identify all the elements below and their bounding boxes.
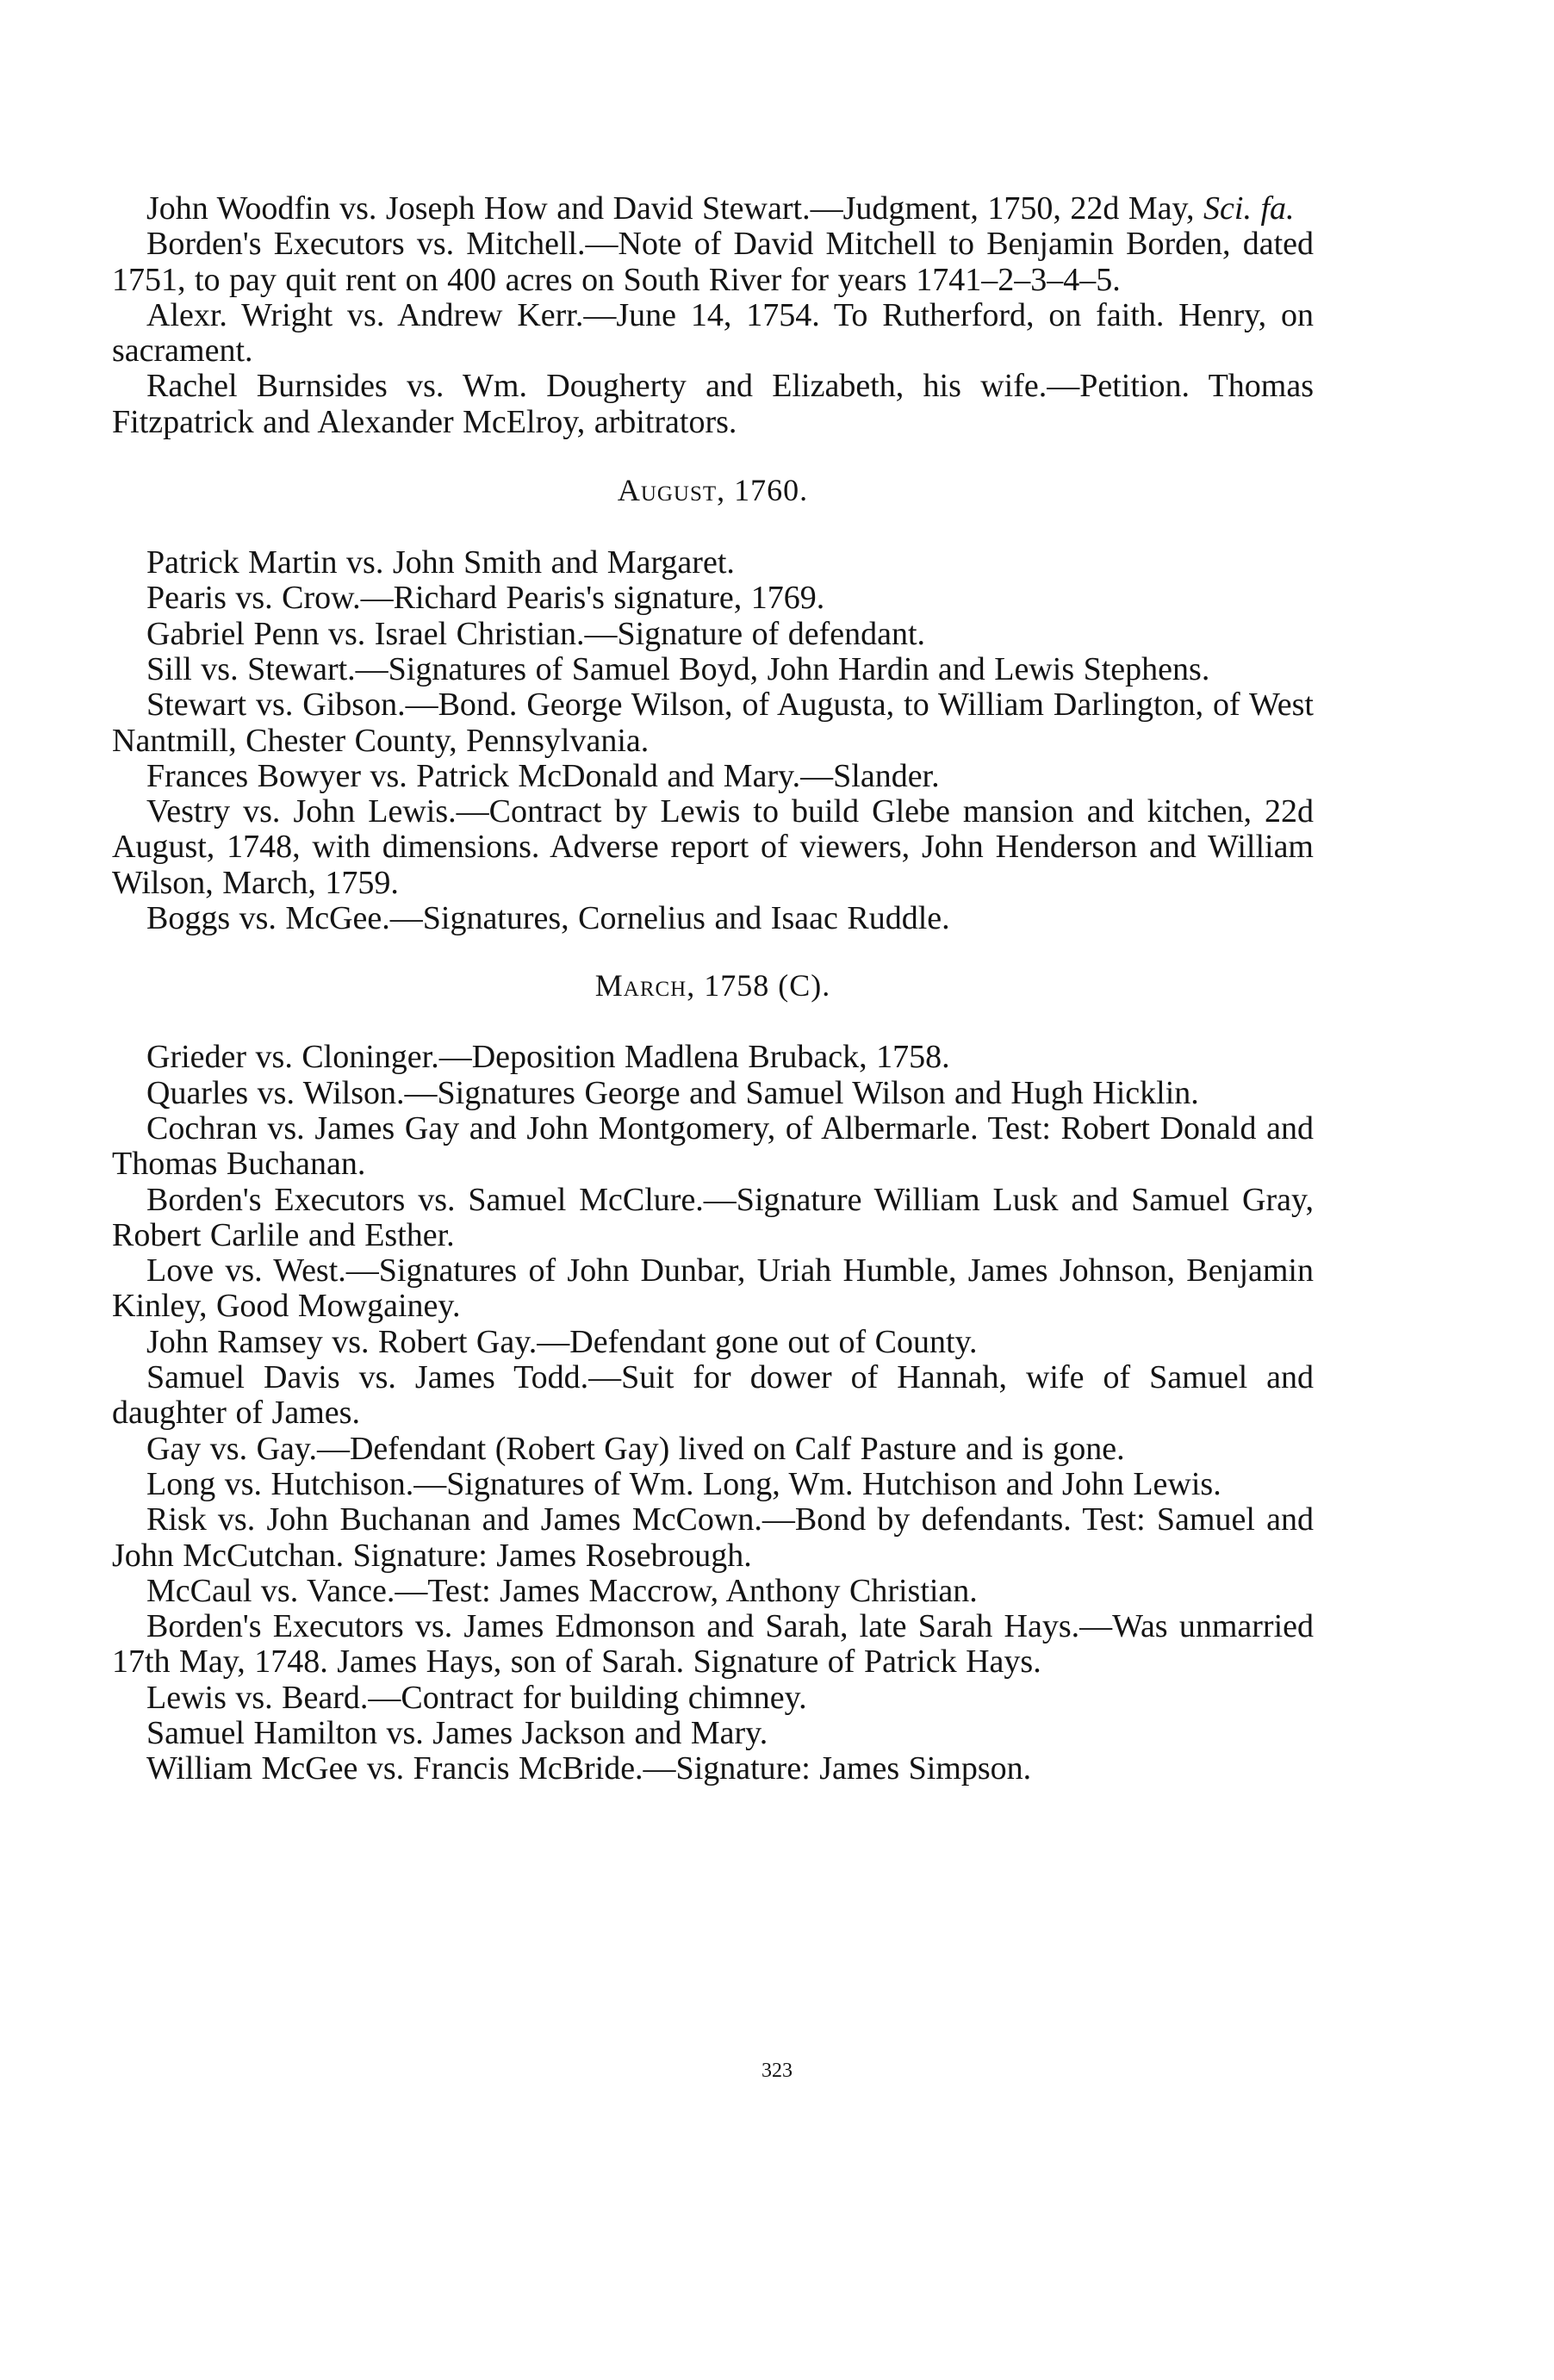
entry: Cochran vs. James Gay and John Montgomery, of Albermarle. Test: Robert Donald and Thomas Buchanan. xyxy=(112,1109,1314,1183)
section-heading: March, 1758 (C). xyxy=(594,968,831,1004)
entry: Vestry vs. John Lewis.—Contract by Lewis to build Glebe mansion and kitchen, 22d August, 1748, with dimensions. Adverse report of viewers, John Henderson and William Wilson, March, 1759. xyxy=(112,793,1314,901)
entry-italic: Sci. fa. xyxy=(1203,190,1295,227)
entry: Gay vs. Gay.—Defendant (Robert Gay) lived on Calf Pasture and is gone. xyxy=(146,1430,1125,1467)
entry: Pearis vs. Crow.—Richard Pearis's signature, 1769. xyxy=(146,580,825,617)
entry: Long vs. Hutchison.—Signatures of Wm. Long, Wm. Hutchison and John Lewis. xyxy=(146,1465,1221,1502)
entry: McCaul vs. Vance.—Test: James Maccrow, Anthony Christian. xyxy=(146,1572,978,1609)
section-march-1758 xyxy=(112,968,1314,1787)
section-continued xyxy=(112,191,1314,440)
section-august-1760 xyxy=(112,473,1314,936)
entry: Gabriel Penn vs. Israel Christian.—Signature of defendant. xyxy=(146,615,926,652)
entry: Quarles vs. Wilson.—Signatures George and Samuel Wilson and Hugh Hicklin. xyxy=(146,1074,1199,1111)
entry: Rachel Burnsides vs. Wm. Dougherty and Elizabeth, his wife.—Petition. Thomas Fitzpatrick and Alexander McElroy, arbitrators. xyxy=(112,368,1314,440)
entry: Risk vs. John Buchanan and James McCown.—Bond by defendants. Test: Samuel and John McCutchan. Signature: James Rosebrough. xyxy=(112,1501,1314,1574)
entry: Love vs. West.—Signatures of John Dunbar, Uriah Humble, James Johnson, Benjamin Kinley, Good Mowgainey. xyxy=(112,1252,1314,1325)
entry: Boggs vs. McGee.—Signatures, Cornelius and Isaac Ruddle. xyxy=(146,900,950,937)
page-body xyxy=(112,191,1314,1787)
entry: Grieder vs. Cloninger.—Deposition Madlena Bruback, 1758. xyxy=(146,1039,950,1076)
entry: Samuel Davis vs. James Todd.—Suit for dower of Hannah, wife of Samuel and daughter of James. xyxy=(112,1359,1314,1432)
entry: Samuel Hamilton vs. James Jackson and Mary. xyxy=(146,1714,768,1751)
entry: Sill vs. Stewart.—Signatures of Samuel Boyd, John Hardin and Lewis Stephens. xyxy=(146,650,1210,687)
entry: Stewart vs. Gibson.—Bond. George Wilson, of Augusta, to William Darlington, of West Nantmill, Chester County, Pennsylvania. xyxy=(112,687,1314,759)
entry: William McGee vs. Francis McBride.—Signature: James Simpson. xyxy=(146,1750,1032,1787)
entry: Alexr. Wright vs. Andrew Kerr.—June 14, 1754. To Rutherford, on faith. Henry, on sacrament. xyxy=(112,296,1314,370)
entry: Frances Bowyer vs. Patrick McDonald and Mary.—Slander. xyxy=(146,757,940,794)
page-number: 323 xyxy=(761,2060,793,2082)
entry: Lewis vs. Beard.—Contract for building chimney. xyxy=(146,1679,807,1716)
entry: John Ramsey vs. Robert Gay.—Defendant gone out of County. xyxy=(146,1323,978,1360)
entry: Borden's Executors vs. James Edmonson and Sarah, late Sarah Hays.—Was unmarried 17th May, 1748. James Hays, son of Sarah. Signature of Patrick Hays. xyxy=(112,1608,1314,1681)
entry: John Woodfin vs. Joseph How and David Stewart.—Judgment, 1750, 22d May, Sci. fa. xyxy=(146,190,1295,227)
entry: Borden's Executors vs. Samuel McClure.—Signature William Lusk and Samuel Gray, Robert Carlile and Esther. xyxy=(112,1181,1314,1253)
section-heading: August, 1760. xyxy=(617,473,809,508)
entry: Borden's Executors vs. Mitchell.—Note of David Mitchell to Benjamin Borden, dated 1751, to pay quit rent on 400 acres on South River for years 1741–2–3–4–5. xyxy=(112,226,1314,298)
entry: Patrick Martin vs. John Smith and Margaret. xyxy=(146,544,735,581)
